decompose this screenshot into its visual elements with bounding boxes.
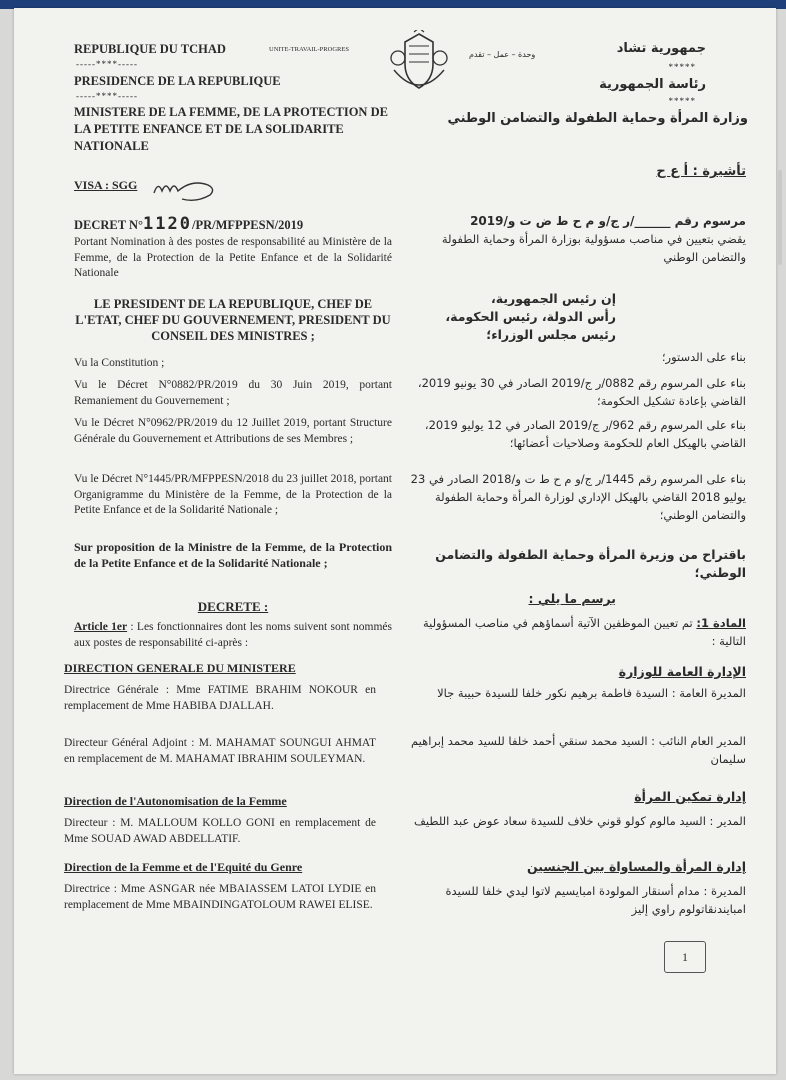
decree-object-ar: يقضي بتعيين في مناصب مسؤولية بوزارة المرأة وحماية الطفولة والتضامن الوطني (441, 232, 746, 264)
proposal-fr: Sur proposition de la Ministre de la Femme, de la Protection de la Petite Enfance et de la Solidarité Nationale ; (74, 540, 392, 570)
president-fr: LE PRESIDENT DE LA REPUBLIQUE, CHEF DE L'ETAT, CHEF DU GOUVERNEMENT, PRESIDENT DU CONSEIL DES MINISTRES ; (75, 297, 391, 343)
republic-fr: REPUBLIQUE DU TCHAD (74, 42, 226, 56)
president-ar-3: رئيس مجلس الوزراء؛ (486, 327, 616, 342)
stars-fr-2: -----****----- (76, 91, 138, 101)
entry-ar-3-1: المديرة : مدام أسنقار المولودة امبايسيم لاتوا ليدي خلفا للسيدة امبايندنقاتولوم راوي إليز (445, 884, 746, 916)
decree-suffix: /PR/MFPPESN/2019 (191, 218, 304, 232)
proposal-ar: باقتراح من وزيرة المرأة وحماية الطفولة والتضامن الوطني؛ (435, 547, 746, 580)
article-fr (74, 620, 392, 651)
presidency-fr: PRESIDENCE DE LA REPUBLIQUE (74, 74, 281, 88)
visa-fr: VISA : SGG (74, 178, 138, 192)
presidency-ar: رئاسة الجمهورية (599, 77, 706, 92)
section-title-ar-3: إدارة المرأة والمساواة بين الجنسين (527, 859, 746, 874)
article-ar (396, 614, 746, 650)
coat-of-arms-emblem (388, 30, 450, 98)
section-title-fr-2: Direction de l'Autonomisation de la Femme (64, 794, 287, 808)
entry-fr-1-1: Directrice Générale : Mme FATIME BRAHIM NOKOUR en remplacement de Mme HABIBA DJALLAH. (64, 684, 376, 712)
president-ar-2: رأس الدولة، رئيس الحكومة، (445, 309, 616, 324)
article-label-fr: Article 1er (74, 621, 128, 633)
entry-ar-1-2: المدير العام النائب : السيد محمد سنقي أحمد خلفا للسيد محمد إبراهيم سليمان (411, 734, 746, 766)
stars-fr-1: -----****----- (76, 59, 138, 69)
decree-object-fr: Portant Nomination à des postes de responsabilité au Ministère de la Femme, de la Protection de la Petite Enfance et de la Solidarité Nationale (74, 236, 392, 279)
entry-fr-1-2: Directeur Général Adjoint : M. MAHAMAT SOUNGUI AHMAT en remplacement de M. MAHAMAT IBRAHIM SOULEYMAN. (64, 737, 376, 765)
motto-fr: UNITE-TRAVAIL-PROGRES (269, 46, 349, 53)
consideration-fr-4: Vu le Décret N°1445/PR/MFPPESN/2018 du 23 juillet 2018, portant Organigramme du Ministère de la Femme, de la Protection de la Petite Enfance et de la Solidarité Nationale ; (74, 473, 392, 516)
decree-label: DECRET N° (74, 218, 144, 232)
document-page (14, 8, 776, 1074)
decree-number: 1120 (143, 214, 192, 234)
president-ar-1: إن رئيس الجمهورية، (491, 291, 616, 306)
republic-ar: جمهورية تشاد (616, 41, 706, 56)
consideration-ar-4: بناء على المرسوم رقم 1445/ر ج/و م ح ط ت و/2018 الصادر في 23 يوليو 2018 القاضي بالهيكل الإداري لوزارة المرأة وحماية الطفولة والتضامن الوطني؛ (410, 472, 746, 522)
section-title-ar-1: الإدارة العامة للوزارة (618, 664, 746, 679)
scrollbar[interactable] (778, 170, 782, 265)
visa-ar: تأشيرة : أ ع ح (656, 164, 746, 179)
decrete-fr: DECRETE : (197, 599, 269, 614)
page-number: 1 (664, 941, 706, 973)
visa-initials-scribble (152, 171, 224, 207)
entry-ar-2-1: المدير : السيد مالوم كولو قوني خلاف للسيدة سعاد عوض عبد اللطيف (414, 814, 746, 828)
entry-ar-1-1: المديرة العامة : السيدة فاطمة برهيم نكور خلفا للسيدة حبيبة جالا (437, 686, 746, 700)
consideration-ar-1: بناء على الدستور؛ (661, 350, 746, 364)
consideration-fr-2: Vu le Décret N°0882/PR/2019 du 30 Juin 2019, portant Remaniement du Gouvernement ; (74, 379, 392, 407)
ministry-ar: وزارة المرأة وحماية الطفولة والتضامن الوطني (447, 111, 748, 126)
section-title-fr-1: DIRECTION GENERALE DU MINISTERE (64, 661, 296, 675)
decrete-ar: يرسم ما يلي : (528, 591, 616, 606)
entry-fr-3-1: Directrice : Mme ASNGAR née MBAIASSEM LATOI LYDIE en remplacement de Mme MBAINDINGATOLOUM RAWEI ELISE. (64, 883, 376, 911)
motto-ar: وحدة – عمل – تقدم (469, 50, 536, 59)
consideration-fr-3: Vu le Décret N°0962/PR/2019 du 12 Juillet 2019, portant Structure Générale du Gouvernement et Attributions de ses Membres ; (74, 417, 392, 445)
consideration-ar-3: بناء على المرسوم رقم 962/ر ج/2019 الصادر في 12 يوليو 2019، القاضي بالهيكل العام للحكومة وصلاحيات أعضائها؛ (424, 418, 746, 450)
article-text-fr: : Les fonctionnaires dont les noms suivent sont nommés aux postes de responsabilité ci-après : (74, 621, 392, 649)
consideration-ar-2: بناء على المرسوم رقم 0882/ر ج/2019 الصادر في 30 يونيو 2019، القاضي بإعادة تشكيل الحكومة؛ (417, 376, 746, 408)
entry-fr-2-1: Directeur : M. MALLOUM KOLLO GONI en remplacement de Mme SOUAD AWAD ABDELLATIF. (64, 817, 376, 845)
consideration-fr-1: Vu la Constitution ; (74, 357, 165, 369)
stars-ar-1: ***** (668, 62, 696, 72)
article-label-ar: المادة 1: (696, 616, 746, 630)
decree-title-fr (74, 214, 303, 234)
ministry-fr: MINISTERE DE LA FEMME, DE LA PROTECTION DE LA PETITE ENFANCE ET DE LA SOLIDARITE NATIONALE (74, 105, 388, 153)
article-text-ar: تم تعيين الموظفين الآتية أسماؤهم في مناصب المسؤولية التالية : (423, 616, 746, 648)
section-title-fr-3: Direction de la Femme et de l'Equité du Genre (64, 860, 303, 874)
section-title-ar-2: إدارة تمكين المرأة (634, 789, 746, 804)
decree-title-ar: مرسوم رقم ______/ر ج/و م ح ط ض ت و/2019 (470, 214, 746, 228)
stars-ar-2: ***** (668, 96, 696, 106)
